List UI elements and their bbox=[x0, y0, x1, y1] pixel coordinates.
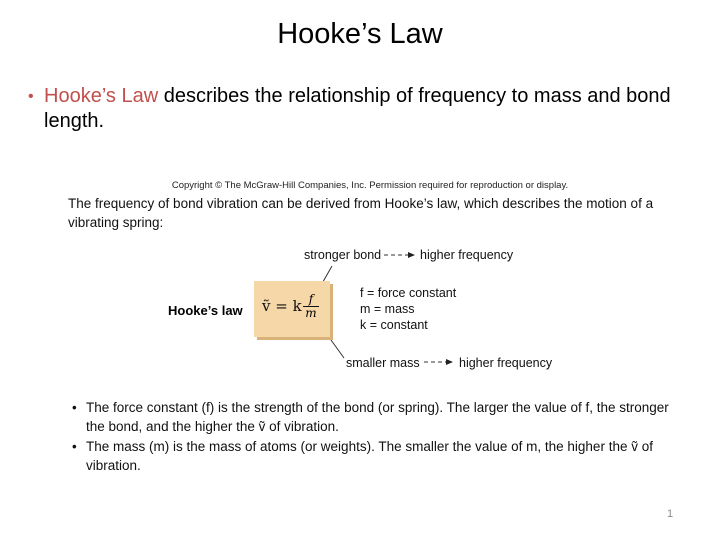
bullet-marker: • bbox=[28, 88, 34, 105]
formula-fraction bbox=[303, 293, 319, 320]
note-text: The mass (m) is the mass of atoms (or weights). The smaller the value of m, the higher the ṽ of vibration. bbox=[86, 439, 653, 473]
list-item bbox=[72, 398, 672, 436]
hookes-law-label: Hooke’s law bbox=[168, 303, 243, 318]
note-text: The force constant (f) is the strength of the bond (or spring). The larger the value of f, the stronger the bond, and the higher the ṽ of vibration. bbox=[86, 400, 669, 434]
higher-frequency-top-label: higher frequency bbox=[420, 248, 514, 262]
def-k: k = constant bbox=[360, 318, 428, 332]
bullet-lead: Hooke’s Law bbox=[44, 85, 159, 107]
def-f: f = force constant bbox=[360, 286, 457, 300]
higher-frequency-bottom-label: higher frequency bbox=[459, 356, 553, 370]
def-m: m = mass bbox=[360, 302, 415, 316]
definitions bbox=[360, 285, 456, 333]
formula-denominator: m bbox=[305, 306, 317, 320]
formula-lhs: ṽ = k bbox=[262, 297, 302, 315]
list-item bbox=[72, 437, 672, 475]
notes-list bbox=[72, 398, 672, 476]
slide-title: Hooke’s Law bbox=[277, 18, 443, 50]
figure-intro: The frequency of bond vibration can be derived from Hooke’s law, which describes the motion of a vibrating spring: bbox=[68, 196, 654, 230]
copyright-notice: Copyright © The McGraw-Hill Companies, Inc. Permission required for reproduction or display. bbox=[171, 180, 569, 191]
page-number: 1 bbox=[667, 508, 674, 520]
bullet-marker: • bbox=[72, 439, 77, 454]
smaller-mass-label: smaller mass bbox=[346, 356, 420, 370]
formula-numerator: f bbox=[303, 293, 319, 307]
bullet-text: describes the relationship of frequency to mass and bond length. bbox=[44, 85, 671, 132]
stronger-bond-label: stronger bond bbox=[304, 248, 382, 262]
bullet-marker: • bbox=[72, 400, 77, 415]
